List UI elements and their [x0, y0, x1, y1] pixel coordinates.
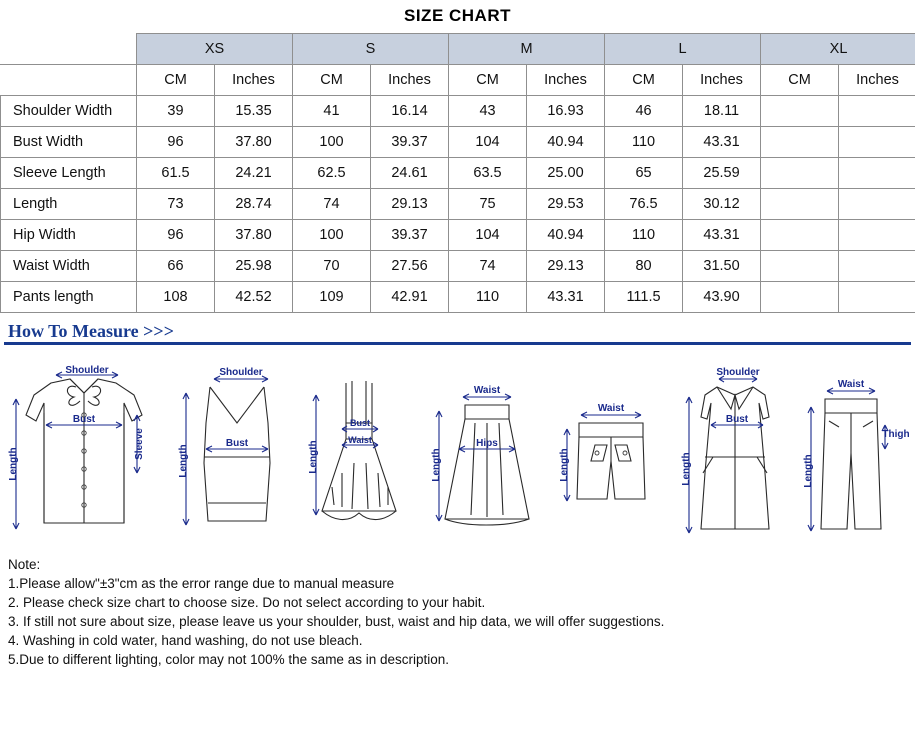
cell: 110	[605, 127, 683, 158]
table-corner	[1, 34, 137, 65]
cell	[839, 282, 915, 313]
cell: 111.5	[605, 282, 683, 313]
cell	[761, 251, 839, 282]
cell	[839, 96, 915, 127]
cell: 25.59	[683, 158, 761, 189]
cell	[761, 220, 839, 251]
cell	[839, 189, 915, 220]
cell: 96	[137, 127, 215, 158]
cell: 70	[293, 251, 371, 282]
notes-section	[0, 549, 915, 669]
cell: 37.80	[215, 220, 293, 251]
figure-coat	[675, 353, 795, 548]
cell	[839, 220, 915, 251]
cell: 74	[293, 189, 371, 220]
cell: 46	[605, 96, 683, 127]
cell: 29.13	[371, 189, 449, 220]
svg-text:Sleeve: Sleeve	[134, 428, 145, 460]
cell: 100	[293, 220, 371, 251]
cell: 80	[605, 251, 683, 282]
svg-text:Hips: Hips	[476, 438, 499, 449]
table-row	[1, 220, 915, 251]
cell: 110	[449, 282, 527, 313]
cell: 16.93	[527, 96, 605, 127]
cell: 61.5	[137, 158, 215, 189]
how-to-measure-bar	[0, 321, 915, 351]
svg-text:Waist: Waist	[598, 403, 625, 414]
note-line: 3. If still not sure about size, please leave us your shoulder, bust, waist and hip data, we will offer suggestions.	[8, 614, 665, 629]
size-header-l: L	[605, 34, 761, 65]
svg-text:Length: Length	[8, 447, 19, 481]
cell	[839, 158, 915, 189]
how-to-measure-divider	[4, 342, 911, 345]
cell: 39.37	[371, 220, 449, 251]
svg-text:Length: Length	[177, 444, 189, 478]
note-line: 2. Please check size chart to choose size. Do not select according to your habit.	[8, 595, 486, 610]
cell: 24.61	[371, 158, 449, 189]
svg-text:Shoulder: Shoulder	[219, 367, 263, 378]
svg-text:Waist: Waist	[837, 379, 865, 390]
cell: 75	[449, 189, 527, 220]
figure-skirt	[427, 353, 547, 548]
cell: 43.31	[683, 220, 761, 251]
cell	[761, 189, 839, 220]
cell: 62.5	[293, 158, 371, 189]
row-label: Pants length	[1, 282, 137, 313]
cell: 108	[137, 282, 215, 313]
unit-xs-in: Inches	[215, 65, 293, 96]
cell: 65	[605, 158, 683, 189]
notes-heading: Note:	[8, 557, 41, 572]
row-label: Shoulder Width	[1, 96, 137, 127]
cell: 39.37	[371, 127, 449, 158]
cell: 25.00	[527, 158, 605, 189]
cell: 76.5	[605, 189, 683, 220]
cell	[761, 158, 839, 189]
cell: 28.74	[215, 189, 293, 220]
figure-shorts	[551, 353, 671, 548]
cell: 37.80	[215, 127, 293, 158]
cell	[839, 251, 915, 282]
cell: 43	[449, 96, 527, 127]
size-header-row	[1, 34, 915, 65]
cell: 43.31	[527, 282, 605, 313]
table-row	[1, 158, 915, 189]
size-header-xl: XL	[761, 34, 915, 65]
cell: 104	[449, 127, 527, 158]
unit-s-cm: CM	[293, 65, 371, 96]
unit-m-in: Inches	[527, 65, 605, 96]
unit-l-in: Inches	[683, 65, 761, 96]
size-header-s: S	[293, 34, 449, 65]
unit-l-cm: CM	[605, 65, 683, 96]
row-label: Waist Width	[1, 251, 137, 282]
table-row	[1, 251, 915, 282]
unit-m-cm: CM	[449, 65, 527, 96]
figure-camisole	[170, 353, 300, 548]
svg-text:Length: Length	[802, 454, 814, 488]
unit-corner	[1, 65, 137, 96]
cell: 100	[293, 127, 371, 158]
cell: 40.94	[527, 220, 605, 251]
svg-text:Bust: Bust	[349, 418, 370, 428]
cell: 15.35	[215, 96, 293, 127]
cell: 27.56	[371, 251, 449, 282]
svg-text:Bust: Bust	[225, 438, 248, 449]
svg-text:Length: Length	[307, 440, 319, 474]
table-row	[1, 127, 915, 158]
unit-xl-cm: CM	[761, 65, 839, 96]
svg-text:Length: Length	[681, 452, 693, 486]
cell: 74	[449, 251, 527, 282]
cell: 30.12	[683, 189, 761, 220]
cell: 63.5	[449, 158, 527, 189]
figure-blouse	[6, 353, 166, 548]
how-to-measure-heading: How To Measure >>>	[8, 321, 174, 341]
cell: 40.94	[527, 127, 605, 158]
unit-xl-in: Inches	[839, 65, 915, 96]
cell: 96	[137, 220, 215, 251]
cell: 39	[137, 96, 215, 127]
table-row	[1, 282, 915, 313]
cell: 41	[293, 96, 371, 127]
svg-text:Shoulder: Shoulder	[716, 367, 760, 378]
cell: 31.50	[683, 251, 761, 282]
svg-text:Waist: Waist	[347, 435, 372, 445]
cell: 66	[137, 251, 215, 282]
page-title: SIZE CHART	[404, 6, 511, 25]
cell	[839, 127, 915, 158]
row-label: Length	[1, 189, 137, 220]
row-label: Hip Width	[1, 220, 137, 251]
table-row	[1, 96, 915, 127]
note-line: 5.Due to different lighting, color may not 100% the same as in description.	[8, 652, 449, 667]
measure-figures	[0, 353, 915, 549]
svg-text:Waist: Waist	[474, 385, 501, 396]
cell: 16.14	[371, 96, 449, 127]
size-table	[0, 33, 915, 313]
cell	[761, 96, 839, 127]
cell: 43.31	[683, 127, 761, 158]
cell: 18.11	[683, 96, 761, 127]
figure-trousers	[799, 353, 909, 548]
figure-skirt-flare	[304, 353, 424, 548]
unit-header-row	[1, 65, 915, 96]
cell: 104	[449, 220, 527, 251]
cell	[761, 282, 839, 313]
cell: 25.98	[215, 251, 293, 282]
cell: 29.13	[527, 251, 605, 282]
cell: 109	[293, 282, 371, 313]
size-header-m: M	[449, 34, 605, 65]
cell: 42.52	[215, 282, 293, 313]
svg-text:Shoulder: Shoulder	[65, 365, 109, 376]
cell	[761, 127, 839, 158]
cell: 43.90	[683, 282, 761, 313]
table-row	[1, 189, 915, 220]
note-line: 4. Washing in cold water, hand washing, do not use bleach.	[8, 633, 363, 648]
row-label: Bust Width	[1, 127, 137, 158]
size-header-xs: XS	[137, 34, 293, 65]
unit-s-in: Inches	[371, 65, 449, 96]
svg-text:Bust: Bust	[72, 414, 96, 425]
cell: 73	[137, 189, 215, 220]
cell: 29.53	[527, 189, 605, 220]
cell: 24.21	[215, 158, 293, 189]
note-line: 1.Please allow"±3"cm as the error range due to manual measure	[8, 576, 395, 591]
cell: 110	[605, 220, 683, 251]
svg-text:Length: Length	[559, 448, 571, 482]
unit-xs-cm: CM	[137, 65, 215, 96]
svg-text:Thigh: Thigh	[882, 429, 909, 440]
row-label: Sleeve Length	[1, 158, 137, 189]
cell: 42.91	[371, 282, 449, 313]
svg-text:Bust: Bust	[726, 414, 749, 425]
svg-text:Length: Length	[431, 448, 443, 482]
